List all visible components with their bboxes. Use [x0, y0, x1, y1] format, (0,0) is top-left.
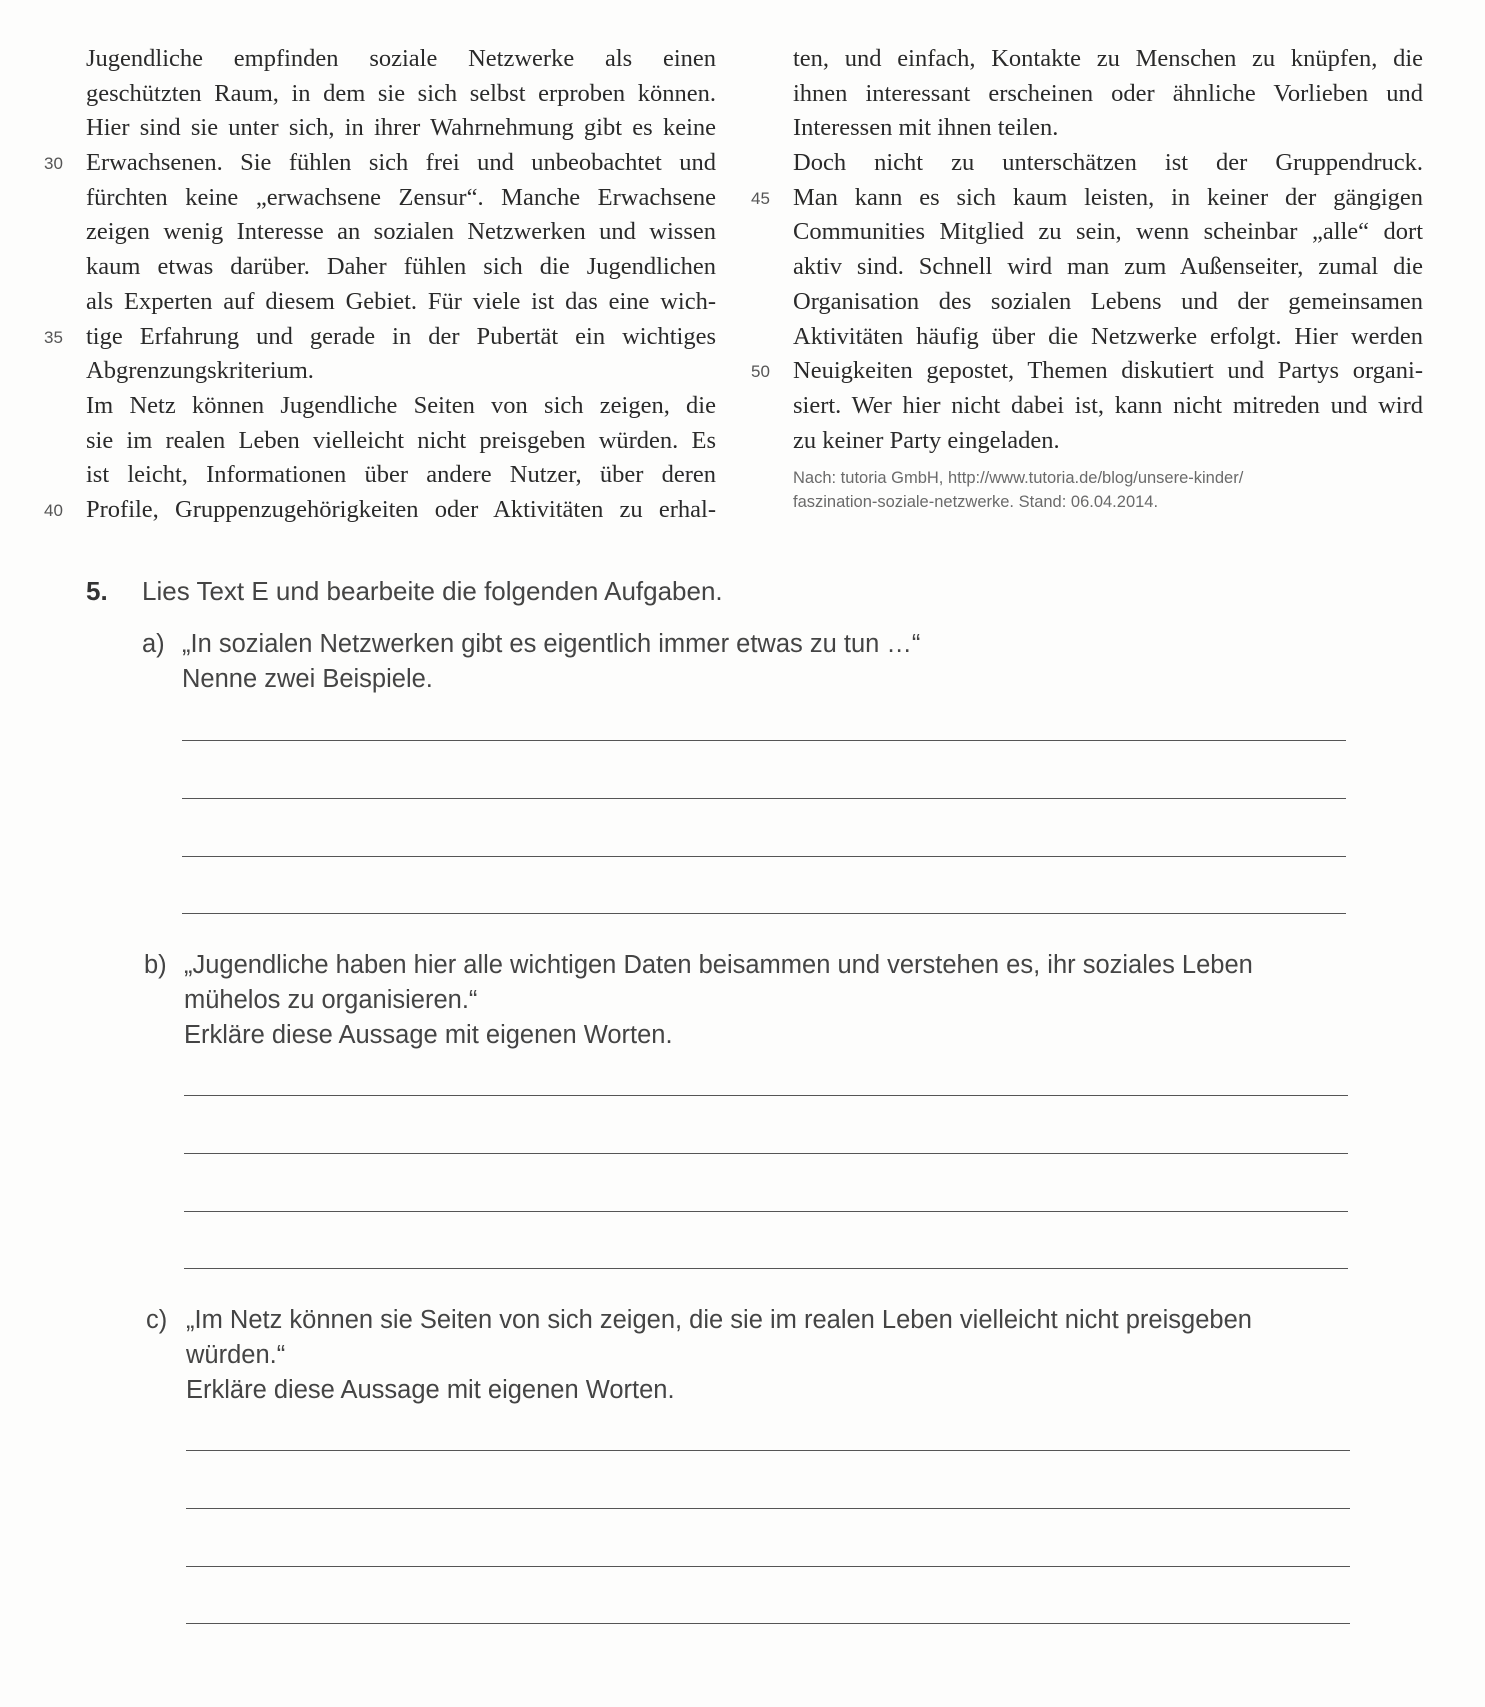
text-line-content: Communities Mitglied zu sein, wenn scheinbar „alle“ dort — [793, 218, 1423, 246]
subtask-b — [144, 948, 1253, 1053]
answer-line-c1[interactable] — [186, 1450, 1350, 1451]
text-line-content: Profile, Gruppenzugehörigkeiten oder Aktivitäten zu erhal- — [86, 495, 716, 523]
subtask-prompt-cont: würden.“ — [186, 1341, 286, 1369]
subtask-letter: c) — [146, 1306, 168, 1334]
text-line — [793, 215, 1423, 250]
text-line — [86, 424, 716, 459]
text-line-content: Aktivitäten häufig über die Netzwerke erfolgt. Hier werden — [793, 322, 1423, 350]
text-line-content: Erwachsenen. Sie fühlen sich frei und unbeobachtet und — [86, 149, 716, 177]
text-line-content: Neuigkeiten gepostet, Themen diskutiert und Partys organi- — [793, 357, 1423, 385]
text-line — [793, 389, 1423, 424]
subtask-c — [146, 1303, 1252, 1408]
source-line: faszination-soziale-netzwerke. Stand: 06.04.2014. — [793, 493, 1159, 512]
text-line-content: zeigen wenig Interesse an sozialen Netzwerken und wissen — [86, 218, 716, 246]
text-line — [44, 493, 716, 528]
subtask-a — [142, 627, 921, 697]
subtask-letter: a) — [142, 630, 165, 658]
answer-line-a3[interactable] — [182, 856, 1346, 857]
text-line-content: ist leicht, Informationen über andere Nutzer, über deren — [86, 461, 716, 489]
text-line-content: tige Erfahrung und gerade in der Pubertät ein wichtiges — [86, 322, 716, 350]
text-line-content: Man kann es sich kaum leisten, in keiner der gängigen — [793, 183, 1423, 211]
text-line — [44, 146, 716, 181]
text-line-content: Organisation des sozialen Lebens und der gemeinsamen — [793, 287, 1423, 315]
subtask-instruction: Nenne zwei Beispiele. — [182, 665, 433, 693]
text-line — [793, 77, 1423, 112]
answer-line-c4[interactable] — [186, 1623, 1350, 1624]
text-line-content: Jugendliche empfinden soziale Netzwerke als einen — [86, 45, 716, 72]
answer-line-b3[interactable] — [184, 1211, 1348, 1212]
answer-line-c2[interactable] — [186, 1508, 1350, 1509]
text-line-content: Interessen mit ihnen teilen. — [793, 114, 1059, 142]
answer-line-a2[interactable] — [182, 798, 1346, 799]
text-line-content: kaum etwas darüber. Daher fühlen sich die Jugendlichen — [86, 253, 716, 281]
text-line — [793, 146, 1423, 181]
text-line — [793, 424, 1423, 459]
answer-line-b1[interactable] — [184, 1095, 1348, 1096]
line-number: 45 — [751, 188, 770, 208]
subtask-instruction: Erkläre diese Aussage mit eigenen Worten. — [184, 1021, 673, 1049]
task-instruction: Lies Text E und bearbeite die folgenden Aufgaben. — [142, 576, 723, 606]
text-line — [751, 354, 1423, 389]
text-line-content: Im Netz können Jugendliche Seiten von sich zeigen, die — [86, 391, 716, 419]
text-line — [86, 250, 716, 285]
text-line — [86, 458, 716, 493]
text-line — [793, 42, 1423, 77]
text-line — [793, 111, 1423, 146]
text-line-content: geschützten Raum, in dem sie sich selbst erproben können. — [86, 79, 716, 107]
task-number: 5. — [86, 576, 108, 606]
subtask-letter: b) — [144, 951, 167, 979]
text-line-content: aktiv sind. Schnell wird man zum Außenseiter, zumal die — [793, 253, 1423, 281]
text-line-content: ihnen interessant erscheinen oder ähnliche Vorlieben und — [793, 79, 1423, 107]
subtask-prompt: „Jugendliche haben hier alle wichtigen Daten beisammen und verstehen es, ihr soziales Leben — [184, 951, 1253, 979]
text-column-right — [751, 42, 1423, 514]
task-header — [86, 576, 723, 607]
subtask-prompt: „Im Netz können sie Seiten von sich zeigen, die sie im realen Leben vielleicht nicht preisgeben — [186, 1306, 1252, 1334]
text-column-left — [44, 42, 716, 528]
text-line-content: Doch nicht zu unterschätzen ist der Gruppendruck. — [793, 149, 1423, 177]
text-line — [86, 111, 716, 146]
subtask-prompt: „In sozialen Netzwerken gibt es eigentlich immer etwas zu tun …“ — [182, 630, 921, 658]
text-line — [793, 285, 1423, 320]
text-line-content: Abgrenzungskriterium. — [86, 357, 314, 385]
text-line — [86, 181, 716, 216]
line-number: 50 — [751, 362, 770, 382]
source-citation — [793, 466, 1423, 514]
text-line — [86, 42, 716, 77]
text-line-content: siert. Wer hier nicht dabei ist, kann nicht mitreden und wird — [793, 391, 1423, 419]
subtask-instruction: Erkläre diese Aussage mit eigenen Worten. — [186, 1376, 675, 1404]
answer-line-b2[interactable] — [184, 1153, 1348, 1154]
answer-line-a4[interactable] — [182, 913, 1346, 914]
text-line-content: Hier sind sie unter sich, in ihrer Wahrnehmung gibt es keine — [86, 114, 716, 142]
line-number: 30 — [44, 154, 63, 174]
text-line — [751, 181, 1423, 216]
answer-line-b4[interactable] — [184, 1268, 1348, 1269]
text-line-content: sie im realen Leben vielleicht nicht preisgeben würden. Es — [86, 426, 716, 454]
text-line — [793, 320, 1423, 355]
text-line-content: als Experten auf diesem Gebiet. Für viele ist das eine wich- — [86, 287, 716, 315]
text-line-content: ten, und einfach, Kontakte zu Menschen zu knüpfen, die — [793, 45, 1423, 72]
text-line — [86, 389, 716, 424]
line-number: 35 — [44, 327, 63, 347]
text-line — [86, 285, 716, 320]
source-line: Nach: tutoria GmbH, http://www.tutoria.de/blog/unsere-kinder/ — [793, 469, 1244, 488]
text-line — [793, 250, 1423, 285]
text-line — [86, 354, 716, 389]
answer-line-a1[interactable] — [182, 740, 1346, 741]
text-line — [44, 320, 716, 355]
text-line-content: zu keiner Party eingeladen. — [793, 426, 1060, 454]
text-line — [86, 215, 716, 250]
text-line-content: fürchten keine „erwachsene Zensur“. Manche Erwachsene — [86, 183, 716, 211]
subtask-prompt-cont: mühelos zu organisieren.“ — [184, 986, 478, 1014]
text-line — [86, 77, 716, 112]
answer-line-c3[interactable] — [186, 1566, 1350, 1567]
line-number: 40 — [44, 500, 63, 520]
